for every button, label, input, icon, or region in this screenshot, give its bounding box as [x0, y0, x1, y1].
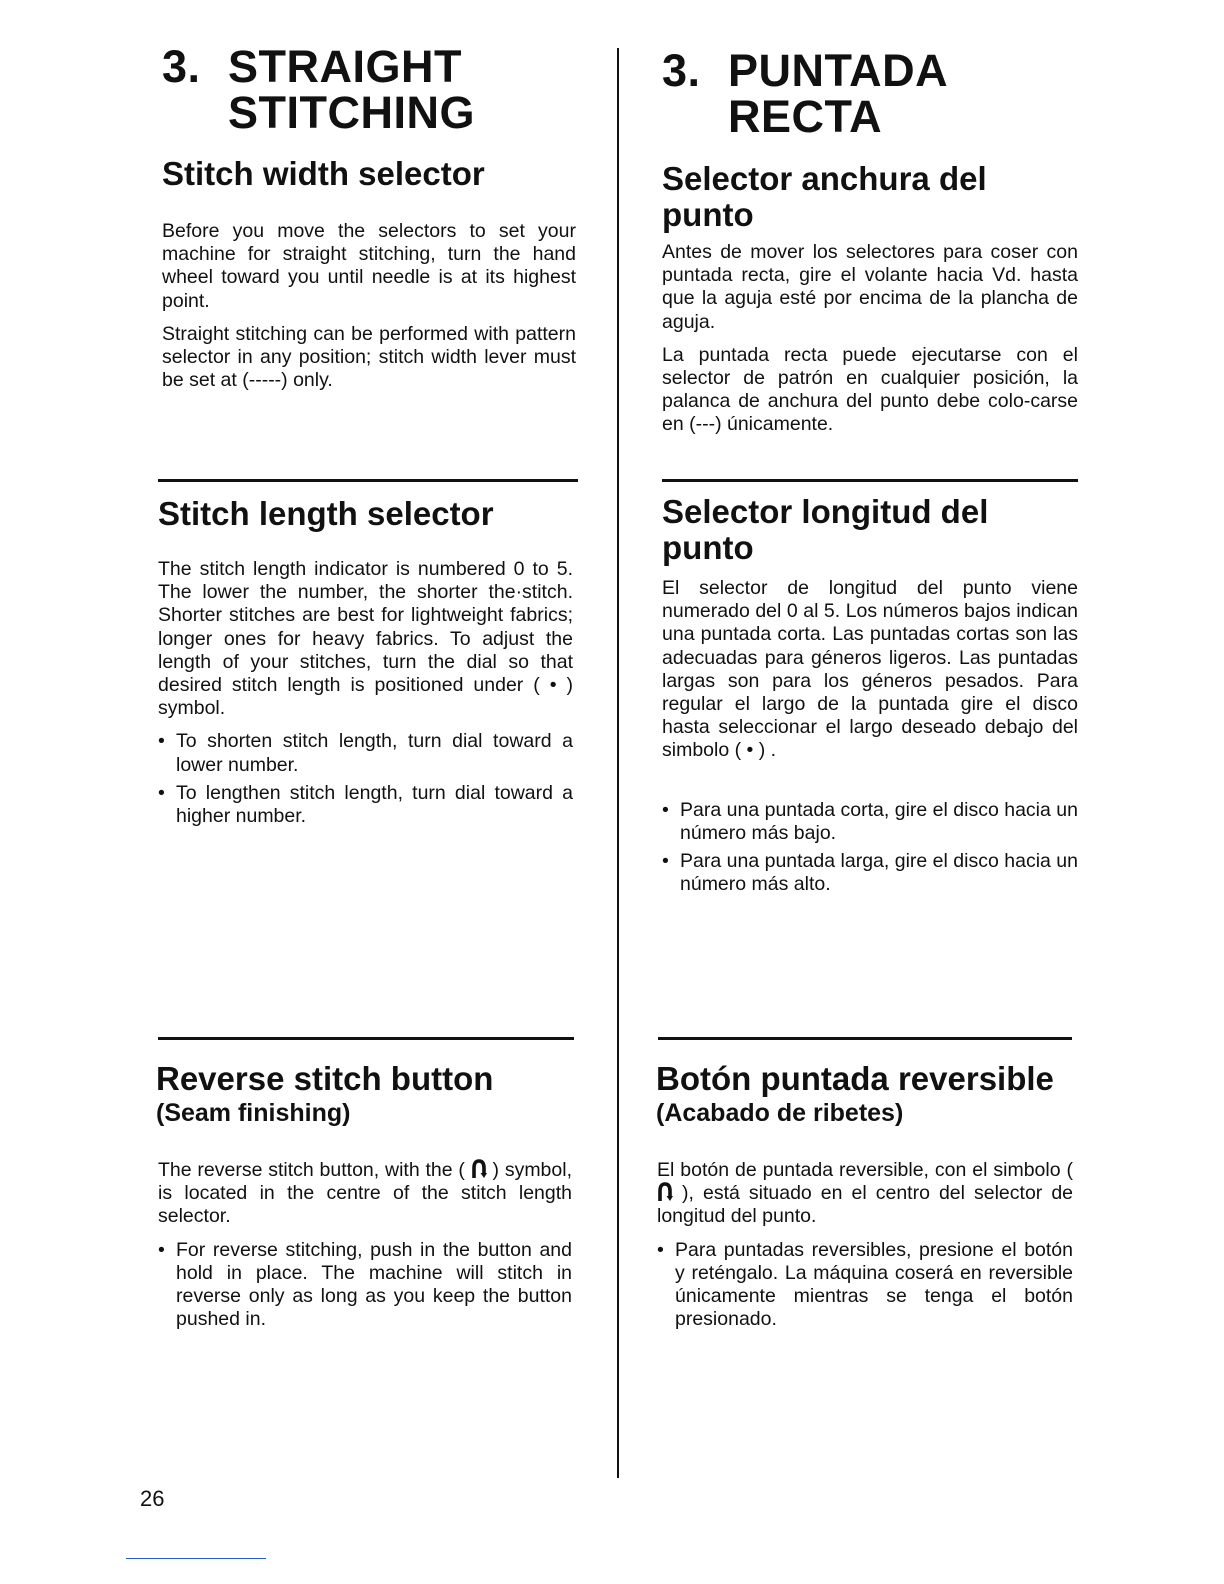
english-divider-1: [158, 479, 578, 482]
stitch-length-paragraph: The stitch length indicator is numbered 0 to 5. The lower the number, the shorter the·stitch. Shorter stitches are best for lightweight fabrics; longer ones for heavy fabrics. To adjust the length of your stitches, turn the dial so that desired stitch length is positioned under ( • ) symbol.: [158, 558, 573, 720]
reverse-stitch-subheading: (Seam finishing): [156, 1099, 351, 1127]
boton-reversible-list: [657, 1239, 1073, 1332]
list-item: • Para una puntada corta, gire el disco hacia un número más bajo.: [662, 799, 1078, 845]
selector-anchura-body: [662, 241, 1078, 437]
list-item: • To shorten stitch length, turn dial toward a lower number.: [158, 730, 573, 776]
stitch-width-paragraph-1: Before you move the selectors to set your machine for straight stitching, turn the hand wheel toward you until needle is at its highest point.: [162, 220, 576, 312]
selector-longitud-paragraph: El selector de longitud del punto viene numerado del 0 al 5. Los números bajos indican una puntada corta. Las puntadas cortas son las adecuadas para géneros ligeros. Las puntadas largas son para los géneros pesados. Para regular el largo de la puntada gire el disco hasta seleccionar el largo deseado debajo del simbolo ( • ) .: [662, 577, 1078, 762]
reverse-stitch-heading: Reverse stitch button: [156, 1060, 494, 1097]
english-divider-2: [158, 1037, 574, 1040]
selector-anchura-paragraph-1: Antes de mover los selectores para coser con puntada recta, gire el volante hacia Vd. hasta que la aguja esté por encima de la plancha de aguja.: [662, 241, 1078, 333]
footer-line: [126, 1558, 266, 1559]
stitch-width-heading: Stitch width selector: [162, 155, 485, 192]
list-item: • Para puntadas reversibles, presione el botón y reténgalo. La máquina coserá en reversible únicamente mientras se tenga el botón presionado.: [657, 1239, 1073, 1332]
boton-reversible-text-after: ), está situado en el centro del selector de longitud del punto.: [657, 1182, 1074, 1228]
selector-longitud-heading-line1: Selector longitud del: [662, 493, 989, 530]
list-item: • For reverse stitching, push in the button and hold in place. The machine will stitch in reverse only as long as you keep the button pushed in.: [158, 1239, 572, 1332]
reverse-stitch-icon: [471, 1159, 487, 1179]
stitch-width-body: [162, 220, 576, 392]
selector-anchura-heading-line2: punto: [662, 196, 754, 233]
boton-reversible-heading: Botón puntada reversible: [656, 1060, 1054, 1097]
boton-reversible-text-before: El botón de puntada reversible, con el simbolo (: [657, 1159, 1073, 1181]
stitch-length-body: [158, 558, 573, 833]
english-title-number: 3.: [162, 41, 201, 92]
spanish-divider-1: [662, 479, 1078, 482]
list-item: • To lengthen stitch length, turn dial toward a higher number.: [158, 782, 573, 828]
page-number: 26: [140, 1486, 165, 1511]
spanish-divider-2: [658, 1037, 1072, 1040]
reverse-stitch-paragraph: [158, 1159, 572, 1229]
selector-longitud-heading: [662, 494, 988, 566]
stitch-length-list: [158, 730, 573, 828]
spanish-title-line1: PUNTADA: [728, 45, 949, 96]
boton-reversible-paragraph: [657, 1159, 1073, 1229]
spanish-title-line2: RECTA: [728, 91, 883, 142]
selector-anchura-paragraph-2: La puntada recta puede ejecutarse con el selector de patrón en cualquier posición, la palanca de anchura del punto debe colo-carse en (---) únicamente.: [662, 343, 1078, 436]
english-title-line1: STRAIGHT: [228, 41, 462, 92]
selector-anchura-heading: [662, 161, 987, 233]
list-item: • Para una puntada larga, gire el disco hacia un número más alto.: [662, 850, 1078, 896]
reverse-stitch-text-after: ) symbol, is located in the centre of the stitch length selector.: [158, 1159, 572, 1228]
spanish-title: [662, 45, 1102, 144]
boton-reversible-body: [657, 1159, 1073, 1336]
reverse-stitch-icon: [657, 1182, 673, 1202]
spanish-title-number: 3.: [662, 45, 701, 96]
stitch-width-paragraph-2: Straight stitching can be performed with pattern selector in any position; stitch width lever must be set at (-----) only.: [162, 322, 576, 392]
reverse-stitch-text-before: The reverse stitch button, with the (: [158, 1159, 465, 1181]
reverse-stitch-list: [158, 1239, 572, 1332]
english-title: [162, 41, 602, 140]
selector-longitud-list: [662, 799, 1078, 897]
stitch-length-heading: Stitch length selector: [158, 495, 494, 532]
selector-longitud-body: [662, 577, 1078, 901]
boton-reversible-subheading: (Acabado de ribetes): [656, 1099, 904, 1127]
column-divider: [617, 48, 619, 1478]
selector-longitud-heading-line2: punto: [662, 529, 754, 566]
reverse-stitch-body: [158, 1159, 572, 1336]
selector-anchura-heading-line1: Selector anchura del: [662, 160, 987, 197]
english-title-line2: STITCHING: [228, 87, 475, 138]
